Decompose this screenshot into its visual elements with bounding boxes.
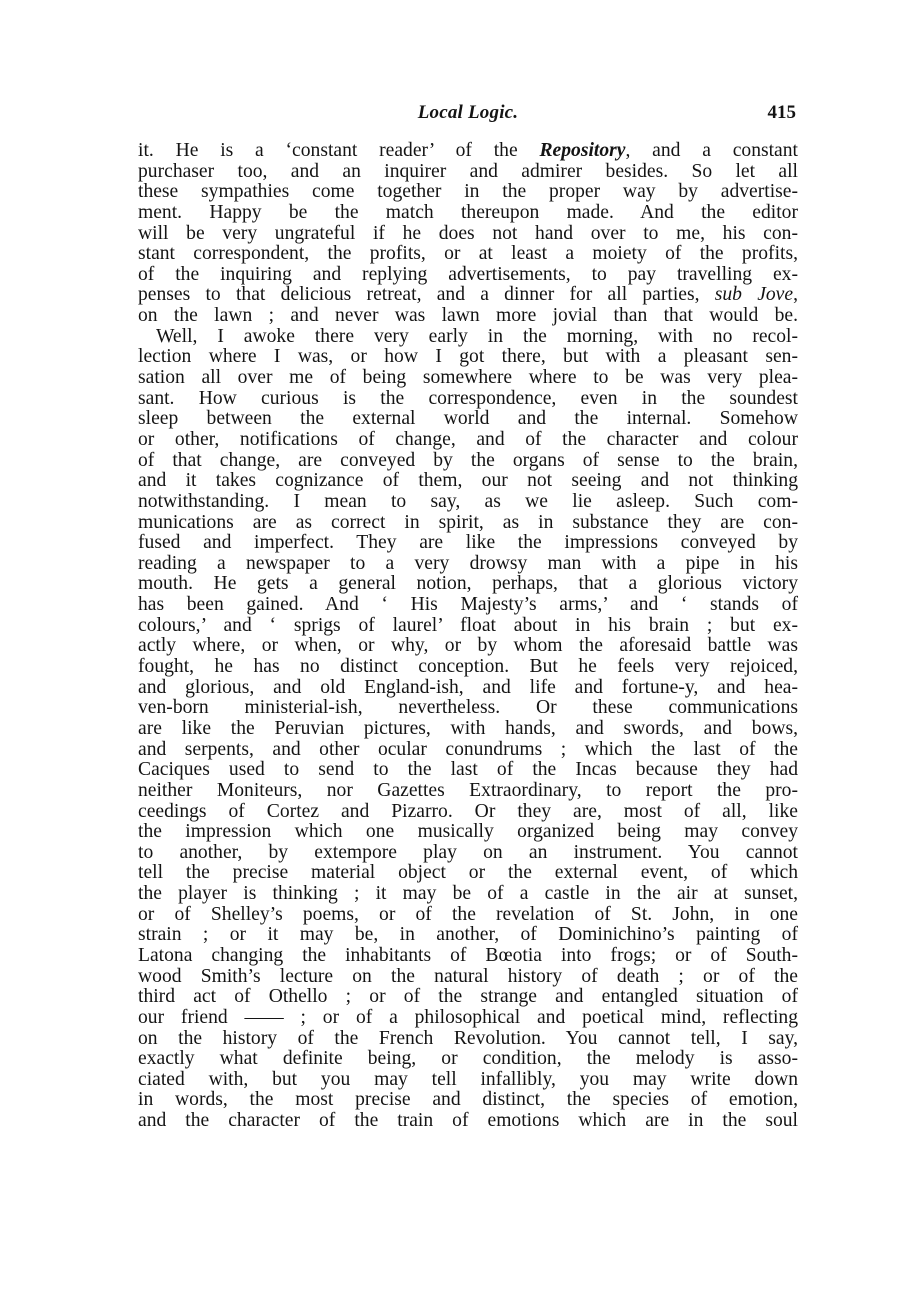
text-line <box>138 884 798 905</box>
emphasized-text: Repository <box>539 140 626 161</box>
text-run: and it takes cognizance of them, our not seeing and not thinking <box>138 470 798 492</box>
text-line <box>138 843 798 864</box>
text-line <box>138 905 798 926</box>
running-title: Local Logic. <box>417 102 519 123</box>
text-run: mouth. He gets a general notion, perhaps, that a glorious victory <box>138 573 798 595</box>
text-line <box>138 306 798 327</box>
text-run: to another, by extempore play on an instrument. You cannot <box>138 841 798 863</box>
text-run: ven-born ministerial-ish, nevertheless. Or these communications <box>138 697 798 719</box>
text-line <box>138 595 798 616</box>
text-run: and glorious, and old England-ish, and life and fortune-y, and hea- <box>138 676 798 698</box>
text-run: munications are as correct in spirit, as in substance they are con- <box>138 511 798 533</box>
text-line <box>138 244 798 265</box>
text-run: the player is thinking ; it may be of a castle in the air at sunset, <box>138 883 798 905</box>
text-run: third act of Othello ; or of the strange and entangled situation of <box>138 986 798 1008</box>
text-run: purchaser too, and an inquirer and admirer besides. So let all <box>138 160 798 182</box>
text-run: or other, notifications of change, and of the character and colour <box>138 428 798 450</box>
text-run: lection where I was, or how I got there, but with a pleasant sen- <box>138 346 798 368</box>
text-line <box>138 265 798 286</box>
text-run: strain ; or it may be, in another, of Dominichino’s painting of <box>138 924 798 946</box>
text-line <box>138 781 798 802</box>
text-line <box>138 574 798 595</box>
text-run: neither Moniteurs, nor Gazettes Extraordinary, to report the pro- <box>138 779 798 801</box>
text-run: on the lawn ; and never was lawn more jovial than that would be. <box>138 305 798 327</box>
text-line <box>138 389 798 410</box>
text-line <box>138 698 798 719</box>
text-run: on the history of the French Revolution. You cannot tell, I say, <box>138 1027 798 1049</box>
text-line <box>138 802 798 823</box>
text-run: our friend —— ; or of a philosophical and poetical mind, reflecting <box>138 1006 798 1028</box>
text-run: notwithstanding. I mean to say, as we lie asleep. Such com- <box>138 490 798 512</box>
text-line <box>138 203 798 224</box>
text-line <box>138 1090 798 1111</box>
text-line <box>138 925 798 946</box>
text-line <box>138 224 798 245</box>
text-run: and the character of the train of emotions which are in the soul <box>138 1110 798 1132</box>
text-run: tell the precise material object or the external event, of which <box>138 862 798 884</box>
text-run: ment. Happy be the match thereupon made. And the editor <box>138 201 798 223</box>
text-run: colours,’ and ‘ sprigs of laurel’ float about in his brain ; but ex- <box>138 614 798 636</box>
text-run: fought, he has no distinct conception. But he feels very rejoiced, <box>138 656 798 678</box>
text-line <box>138 513 798 534</box>
book-page <box>138 100 798 1132</box>
text-run: stant correspondent, the profits, or at least a moiety of the profits, <box>138 243 798 265</box>
text-run: has been gained. And ‘ His Majesty’s arms,’ and ‘ stands of <box>138 594 798 616</box>
text-run: of the inquiring and replying advertisements, to pay travelling ex- <box>138 263 798 285</box>
text-run: Caciques used to send to the last of the Incas because they had <box>138 759 798 781</box>
text-run: fused and imperfect. They are like the impressions conveyed by <box>138 532 798 554</box>
text-line <box>138 1111 798 1132</box>
text-line <box>138 636 798 657</box>
text-run: Latona changing the inhabitants of Bœotia into frogs; or of South- <box>138 944 798 966</box>
text-run: are like the Peruvian pictures, with hands, and swords, and bows, <box>138 717 798 739</box>
text-line <box>138 740 798 761</box>
text-line <box>138 471 798 492</box>
text-line <box>138 285 798 306</box>
body-text <box>138 141 798 1132</box>
text-line <box>138 533 798 554</box>
text-line <box>138 822 798 843</box>
text-run: in words, the most precise and distinct, the species of emotion, <box>138 1089 798 1111</box>
text-run: , <box>793 284 798 306</box>
text-line <box>138 141 798 162</box>
text-line <box>138 347 798 368</box>
text-run: and serpents, and other ocular conundrums ; which the last of the <box>138 738 798 760</box>
text-line <box>138 451 798 472</box>
text-line <box>138 368 798 389</box>
text-line <box>138 492 798 513</box>
text-line <box>138 1049 798 1070</box>
text-line <box>138 967 798 988</box>
text-line <box>138 719 798 740</box>
text-line <box>138 327 798 348</box>
text-line <box>138 1070 798 1091</box>
text-run: ciated with, but you may tell infallibly, you may write down <box>138 1068 798 1090</box>
text-line <box>138 409 798 430</box>
text-run: of that change, are conveyed by the organs of sense to the brain, <box>138 449 798 471</box>
text-run: actly where, or when, or why, or by whom the aforesaid battle was <box>138 635 798 657</box>
text-line <box>138 946 798 967</box>
text-line <box>138 616 798 637</box>
text-run: sation all over me of being somewhere where to be was very plea- <box>138 367 798 389</box>
text-run: Well, I awoke there very early in the morning, with no recol- <box>156 325 798 347</box>
text-line <box>138 678 798 699</box>
page-number: 415 <box>767 102 796 123</box>
emphasized-text: sub Jove <box>714 284 794 306</box>
text-run: these sympathies come together in the proper way by advertise- <box>138 181 798 203</box>
text-line <box>138 987 798 1008</box>
text-run: sant. How curious is the correspondence, even in the soundest <box>138 387 798 409</box>
text-run: ceedings of Cortez and Pizarro. Or they are, most of all, like <box>138 800 798 822</box>
text-run: penses to that delicious retreat, and a dinner for all parties, <box>138 284 715 306</box>
text-line <box>138 657 798 678</box>
text-run: reading a newspaper to a very drowsy man with a pipe in his <box>138 552 798 574</box>
text-run: wood Smith’s lecture on the natural history of death ; or of the <box>138 965 798 987</box>
text-run: sleep between the external world and the internal. Somehow <box>138 408 798 430</box>
text-line <box>138 1029 798 1050</box>
text-run: , and a constant <box>625 140 798 161</box>
text-line <box>138 182 798 203</box>
text-line <box>138 430 798 451</box>
text-line <box>138 863 798 884</box>
text-run: will be very ungrateful if he does not hand over to me, his con- <box>138 222 798 244</box>
text-line <box>138 554 798 575</box>
text-line <box>138 162 798 183</box>
text-run: it. He is a ‘constant reader’ of the <box>138 140 540 161</box>
text-line <box>138 760 798 781</box>
text-run: the impression which one musically organized being may convey <box>138 821 798 843</box>
running-head <box>138 100 798 136</box>
text-run: exactly what definite being, or condition, the melody is asso- <box>138 1048 798 1070</box>
text-line <box>138 1008 798 1029</box>
text-run: or of Shelley’s poems, or of the revelation of St. John, in one <box>138 903 798 925</box>
